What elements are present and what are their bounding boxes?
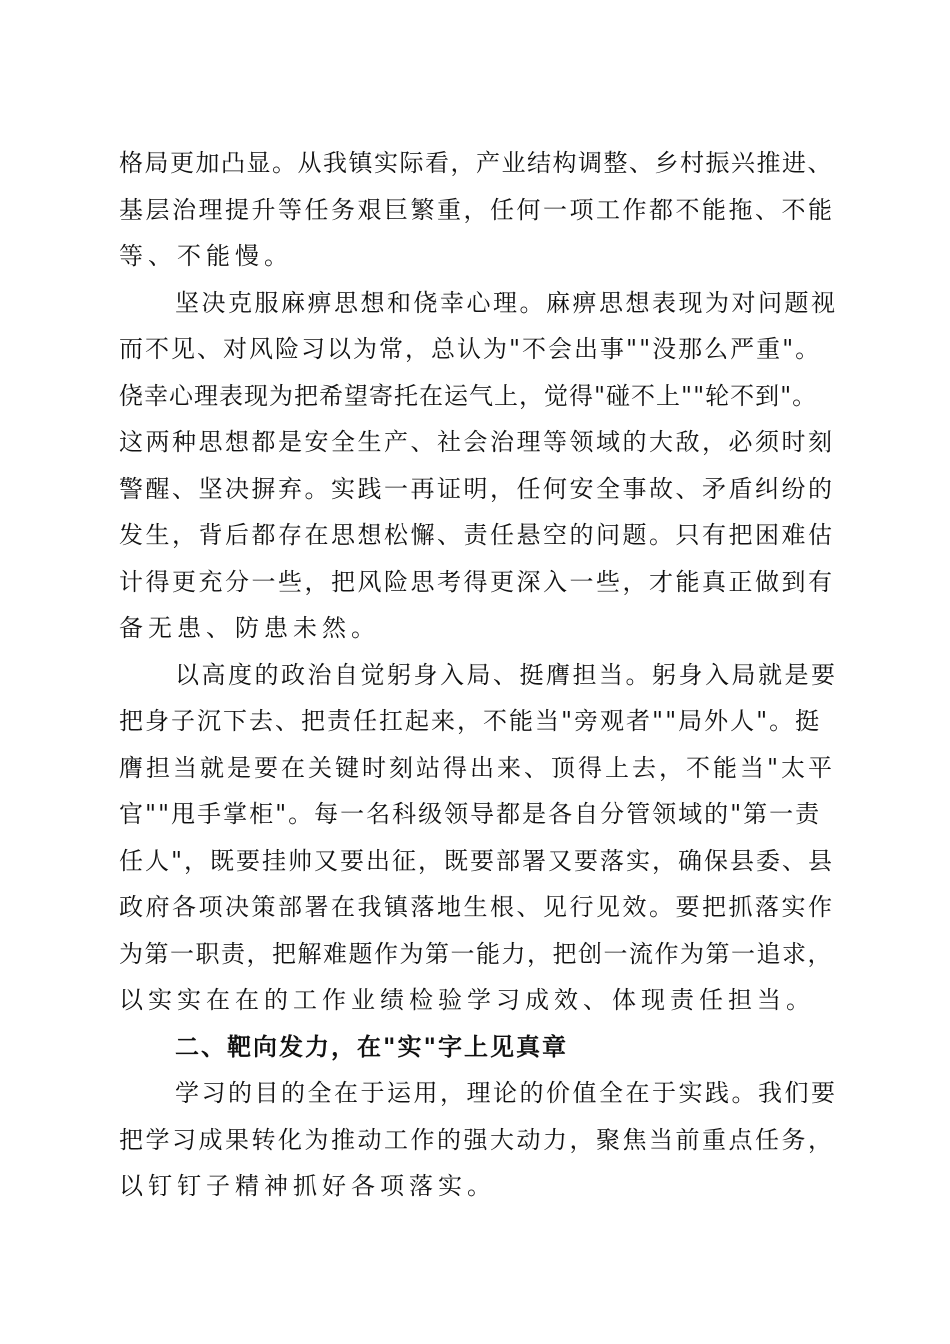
paragraph-overcome-complacency — [119, 280, 839, 652]
text-line: 以高度的政治自觉躬身入局、挺膺担当。躬身入局就是要 — [175, 660, 838, 689]
text-line: 任人"，既要挂帅又要出征，既要部署又要落实，确保县委、县 — [119, 846, 835, 875]
paragraph-implementation — [119, 1070, 839, 1210]
text-line: 以实实在在的工作业绩检验学习成效、体现责任担当。 — [119, 986, 815, 1014]
document-body — [119, 140, 839, 1210]
section-heading — [119, 1024, 839, 1071]
text-line: 等、不能慢。 — [119, 242, 293, 270]
text-line: 侥幸心理表现为把希望寄托在运气上，觉得"碰不上""轮不到"。 — [119, 381, 818, 410]
text-line: 以钉钉子精神抓好各项落实。 — [119, 1172, 496, 1200]
paragraph-continuation — [119, 140, 839, 280]
text-line: 发生，背后都存在思想松懈、责任悬空的问题。只有把困难估 — [119, 521, 835, 549]
text-line: 把学习成果转化为推动工作的强大动力，聚焦当前重点任务， — [119, 1125, 835, 1154]
text-line: 而不见、对风险习以为常，总认为"不会出事""没那么严重"。 — [119, 335, 822, 363]
text-line: 政府各项决策部署在我镇落地生根、见行见效。要把抓落实作 — [119, 893, 835, 921]
text-line: 膺担当就是要在关键时刻站得出来、顶得上去，不能当"太平 — [119, 753, 836, 782]
text-line: 官""甩手掌柜"。每一名科级领导都是各自分管领域的"第一责 — [119, 800, 822, 828]
text-line: 基层治理提升等任务艰巨繁重，任何一项工作都不能拖、不能 — [119, 195, 835, 224]
heading-line: 二、靶向发力，在"实"字上见真章 — [175, 1032, 569, 1061]
text-line: 把身子沉下去、把责任扛起来，不能当"旁观者""局外人"。挺 — [119, 707, 822, 735]
text-line: 为第一职责，把解难题作为第一能力，把创一流作为第一追求， — [119, 939, 833, 968]
text-line: 警醒、坚决摒弃。实践一再证明，任何安全事故、矛盾纠纷的 — [119, 474, 835, 503]
text-line: 学习的目的全在于运用，理论的价值全在于实践。我们要 — [175, 1079, 838, 1107]
text-line: 坚决克服麻痹思想和侥幸心理。麻痹思想表现为对问题视 — [175, 288, 838, 317]
paragraph-take-responsibility — [119, 652, 839, 1024]
text-line: 计得更充分一些，把风险思考得更深入一些，才能真正做到有 — [119, 567, 835, 596]
text-line: 这两种思想都是安全生产、社会治理等领域的大敌，必须时刻 — [119, 428, 835, 456]
text-line: 格局更加凸显。从我镇实际看，产业结构调整、乡村振兴推进、 — [119, 149, 833, 177]
text-line: 备无患、防患未然。 — [119, 614, 380, 642]
